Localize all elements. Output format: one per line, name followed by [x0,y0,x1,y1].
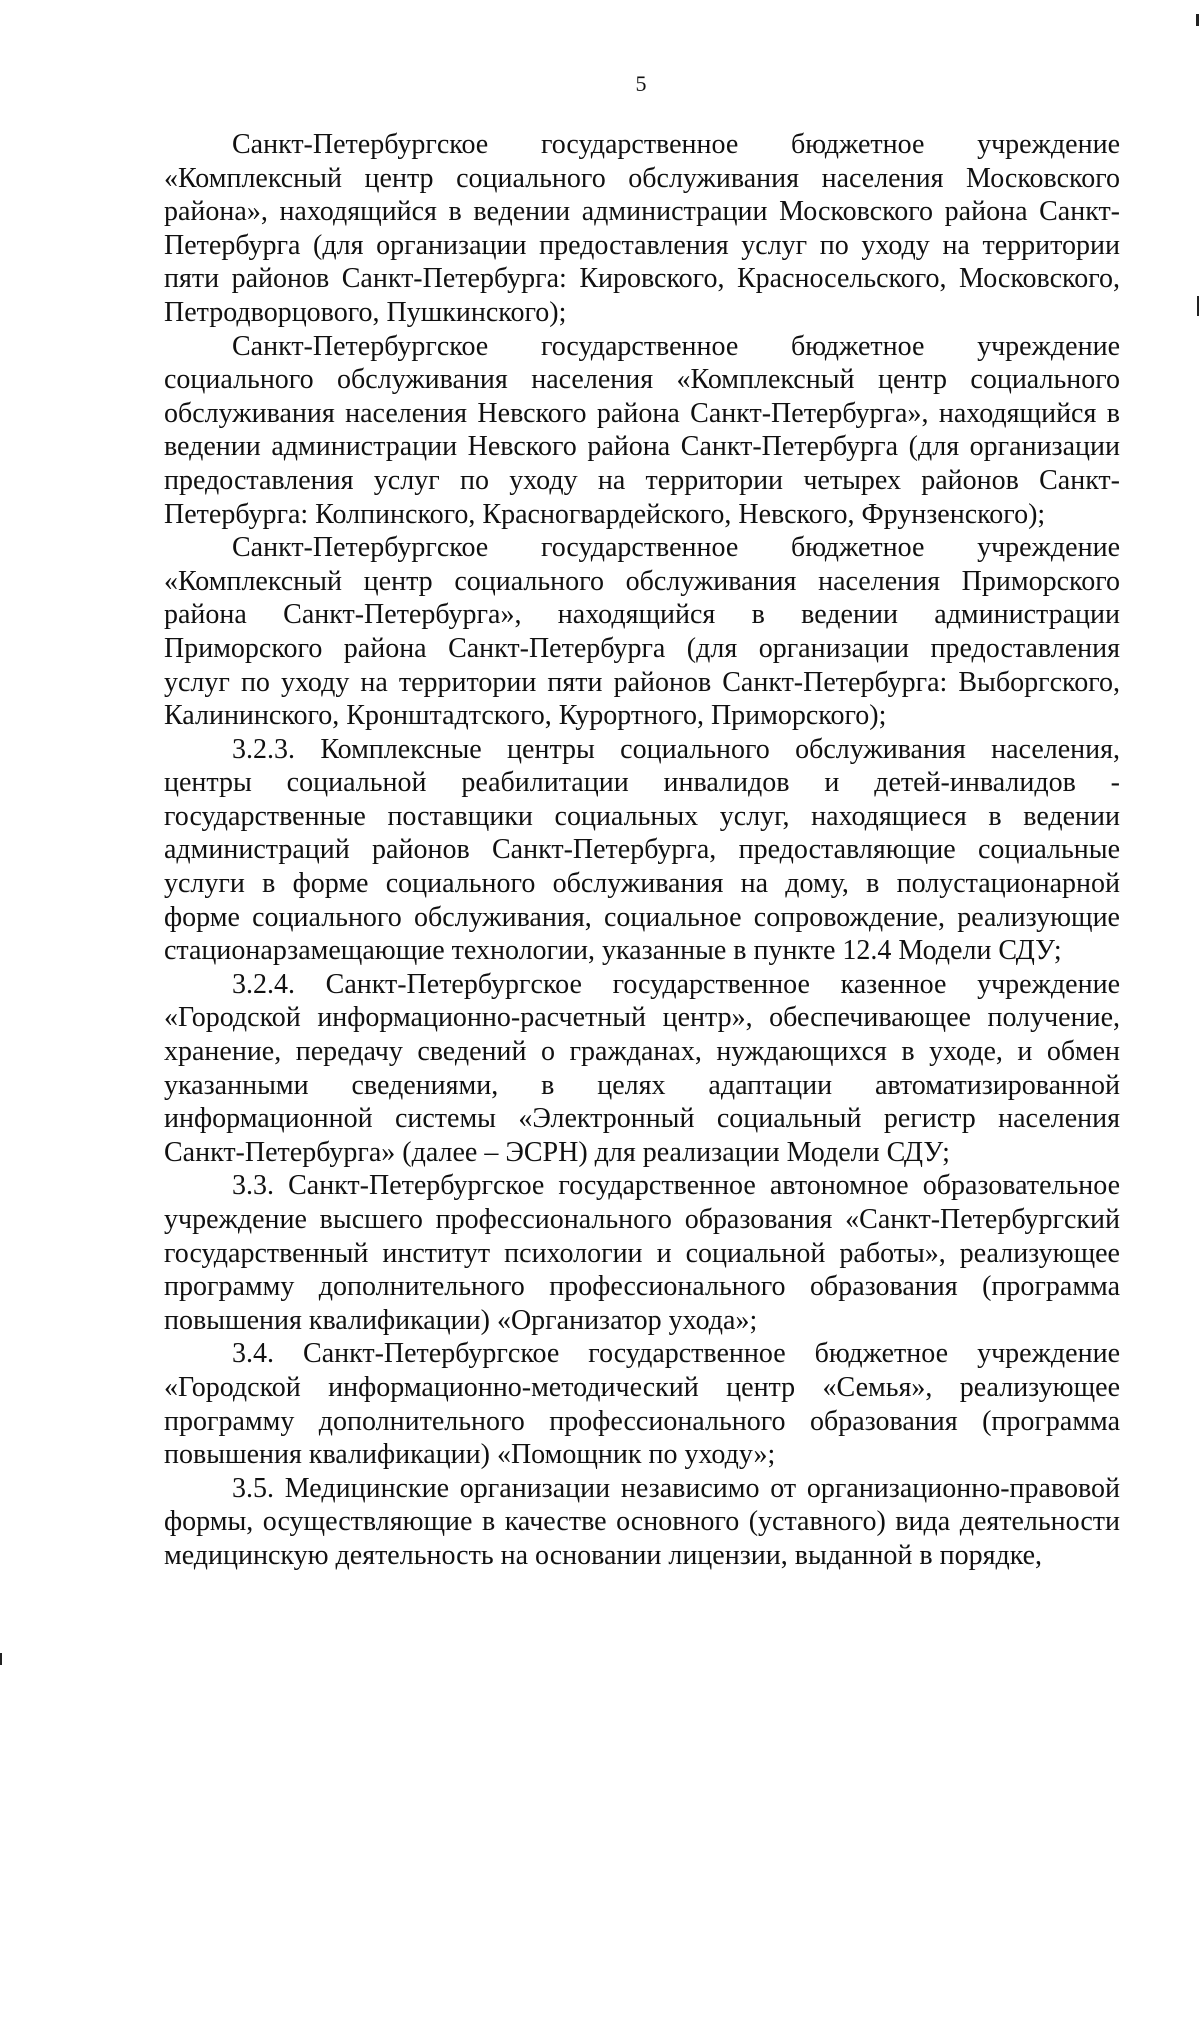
scan-edge-mark [1196,14,1199,26]
paragraph-3-4: 3.4. Санкт-Петербургское государственное бюджетное учреждение «Городской информационно-методический центр «Семья», реализующее программу дополнительного профессионального образования (программа повышения квалификации) «Помощник по уходу»; [164,1338,1120,1471]
page-number: 5 [635,71,647,96]
document-body [164,128,1120,1573]
paragraph-3-3: 3.3. Санкт-Петербургское государственное автономное образовательное учреждение высшего профессионального образования «Санкт-Петербургский государственный институт психологии и социальной работы», реализующее программу дополнительного профессионального образования (программа повышения квалификации) «Организатор ухода»; [164,1170,1120,1336]
scan-edge-mark [1197,296,1199,316]
paragraph-3-5: 3.5. Медицинские организации независимо от организационно-правовой формы, осуществляющие в качестве основного (уставного) вида деятельности медицинскую деятельность на основании лицензии, выданной в порядке, [164,1472,1120,1571]
paragraph-nevsky-center: Санкт-Петербургское государственное бюджетное учреждение социального обслуживания населения «Комплексный центр социального обслуживания населения Невского района Санкт-Петербурга», находящийся в ведении администрации Невского района Санкт-Петербурга (для организации предоставления услуг по уходу на территории четырех районов Санкт-Петербурга: Колпинского, Красногвардейского, Невского, Фрунзенского); [164,330,1120,530]
paragraph-moskovsky-center: Санкт-Петербургское государственное бюджетное учреждение «Комплексный центр социального обслуживания населения Московского района», находящийся в ведении администрации Московского района Санкт-Петербурга (для организации предоставления услуг по уходу на территории пяти районов Санкт-Петербурга: Кировского, Красносельского, Московского, Петродворцового, Пушкинского); [164,129,1120,328]
paragraph-3-2-3: 3.2.3. Комплексные центры социального обслуживания населения, центры социальной реабилитации инвалидов и детей-инвалидов - государственные поставщики социальных услуг, находящиеся в ведении администраций районов Санкт-Петербурга, предоставляющие социальные услуги в форме социального обслуживания на дому, в полустационарной форме социального обслуживания, социальное сопровождение, реализующие стационарзамещающие технологии, указанные в пункте 12.4 Модели СДУ; [164,733,1120,967]
scan-edge-mark [0,1653,2,1665]
paragraph-3-2-4: 3.2.4. Санкт-Петербургское государственное казенное учреждение «Городской информационно-расчетный центр», обеспечивающее получение, хранение, передачу сведений о гражданах, нуждающихся в уходе, и обмен указанными сведениями, в целях адаптации автоматизированной информационной системы «Электронный социальный регистр населения Санкт-Петербурга» (далее – ЭСРН) для реализации Модели СДУ; [164,968,1120,1168]
paragraph-primorsky-center: Санкт-Петербургское государственное бюджетное учреждение «Комплексный центр социального обслуживания населения Приморского района Санкт-Петербурга», находящийся в ведении администрации Приморского района Санкт-Петербурга (для организации предоставления услуг по уходу на территории пяти районов Санкт-Петербурга: Выборгского, Калининского, Кронштадтского, Курортного, Приморского); [164,532,1120,732]
